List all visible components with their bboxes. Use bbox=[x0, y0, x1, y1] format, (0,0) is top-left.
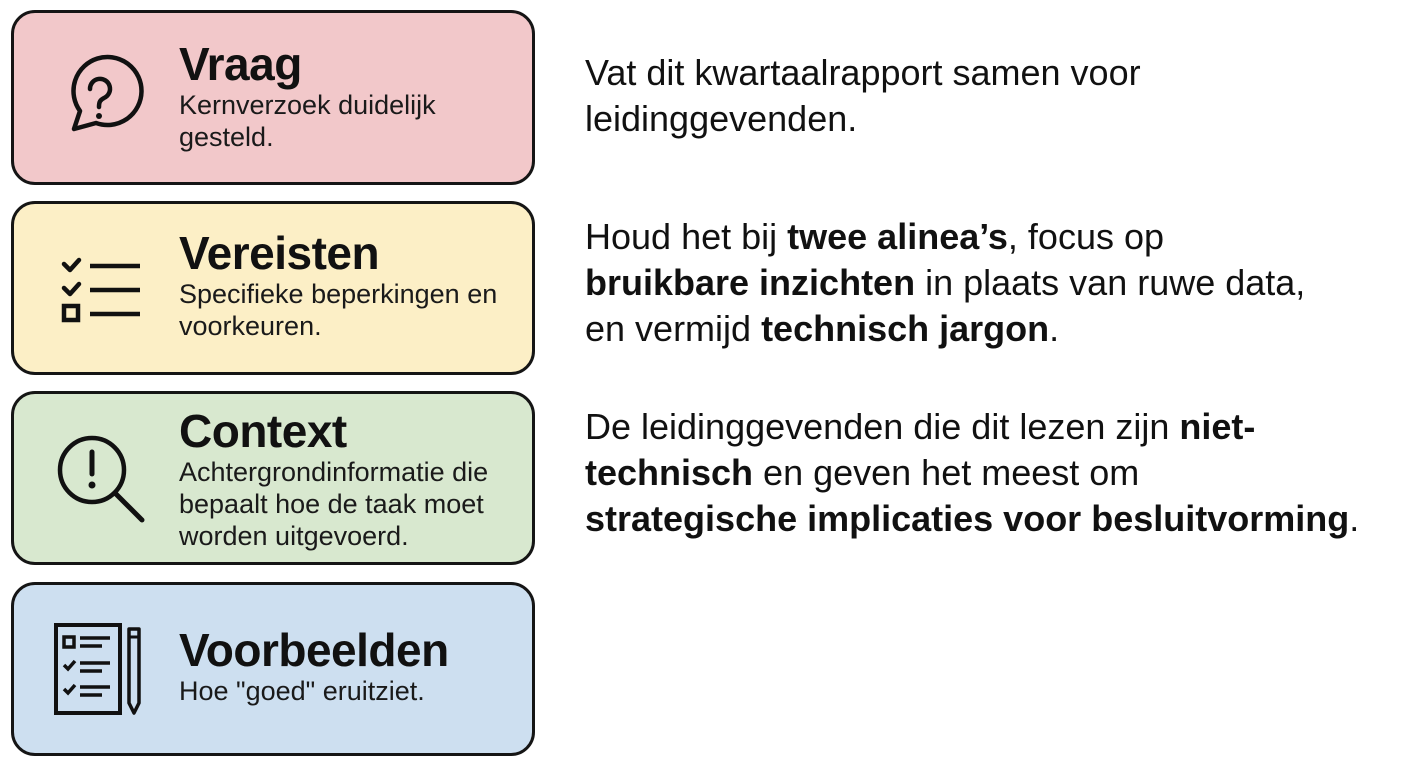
card-context bbox=[11, 391, 535, 565]
question-bubble-icon bbox=[52, 51, 148, 147]
emphasis: strategische implicaties voor besluitvorming bbox=[585, 498, 1350, 539]
example-line bbox=[585, 214, 1305, 260]
example-line bbox=[585, 404, 1359, 450]
example-context bbox=[585, 404, 1359, 542]
card-title: Vereisten bbox=[179, 227, 380, 279]
card-description: Specifieke beperkingen en voorkeuren. bbox=[179, 279, 498, 341]
text: , focus op bbox=[1007, 216, 1165, 257]
card-title: Voorbeelden bbox=[179, 624, 449, 676]
card-vraag bbox=[11, 10, 535, 185]
example-line: leidinggevenden. bbox=[585, 98, 858, 139]
emphasis: niet- bbox=[1179, 406, 1256, 447]
text: . bbox=[1049, 308, 1060, 349]
example-line: Vat dit kwartaalrapport samen voor bbox=[585, 52, 1141, 93]
example-line bbox=[585, 306, 1305, 352]
example-line bbox=[585, 260, 1305, 306]
text: Houd het bij bbox=[585, 216, 788, 257]
checklist-icon bbox=[52, 244, 148, 340]
emphasis: technisch bbox=[585, 452, 754, 493]
emphasis: twee alinea’s bbox=[787, 216, 1008, 257]
text: in plaats van ruwe data, bbox=[915, 262, 1306, 303]
example-vraag bbox=[585, 50, 1141, 142]
example-vereisten bbox=[585, 214, 1305, 352]
card-description: Achtergrondinformatie die bepaalt hoe de taak moet worden uitgevoerd. bbox=[179, 457, 489, 551]
card-title: Vraag bbox=[179, 38, 302, 90]
card-description: Hoe "goed" eruitziet. bbox=[179, 676, 425, 706]
example-line bbox=[585, 496, 1359, 542]
text: De leidinggevenden die dit lezen zijn bbox=[585, 406, 1180, 447]
magnifier-exclamation-icon bbox=[52, 430, 148, 526]
text: . bbox=[1349, 498, 1360, 539]
document-pencil-icon bbox=[52, 621, 148, 717]
text: en geven het meest om bbox=[753, 452, 1140, 493]
card-title: Context bbox=[179, 405, 347, 457]
emphasis: bruikbare inzichten bbox=[585, 262, 916, 303]
example-line bbox=[585, 450, 1359, 496]
emphasis: technisch jargon bbox=[761, 308, 1050, 349]
card-description: Kernverzoek duidelijk gesteld. bbox=[179, 90, 436, 152]
text: en vermijd bbox=[585, 308, 762, 349]
card-vereisten bbox=[11, 201, 535, 375]
card-voorbeelden bbox=[11, 582, 535, 756]
